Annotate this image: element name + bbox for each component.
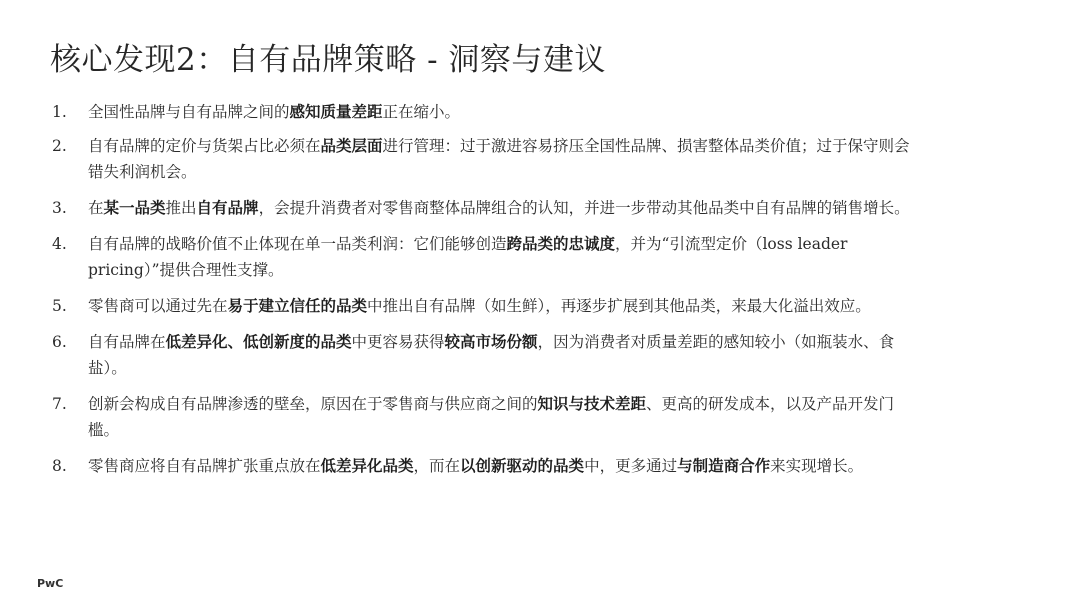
- finding-number: 5.: [52, 297, 67, 315]
- finding-text-segment: 进行管理：过于激进容易挤压全国性品牌、损害整体品类价值；过于保守则会错失利润机会。: [88, 137, 910, 181]
- finding-text: [88, 453, 923, 479]
- finding-text: [88, 391, 923, 443]
- finding-text: [88, 231, 923, 283]
- finding-emphasis: 知识与技术差距: [537, 394, 647, 413]
- finding-number: 8.: [52, 457, 67, 475]
- finding-number: 1.: [52, 103, 67, 121]
- finding-text: [88, 133, 923, 185]
- finding-number: 4.: [52, 235, 67, 253]
- finding-emphasis: 低差异化、低创新度的品类: [165, 332, 352, 351]
- finding-text-segment: 自有品牌的战略价值不止体现在单一品类利润：它们能够创造: [88, 235, 507, 253]
- finding-text-segment: 中更容易获得: [351, 333, 445, 351]
- finding-number: 7.: [52, 395, 67, 413]
- finding-text-segment: 、更高的研发成本，以及产品开发门槛。: [88, 395, 895, 439]
- finding-emphasis: 易于建立信任的品类: [227, 296, 368, 315]
- finding-emphasis: 自有品牌: [196, 198, 259, 217]
- finding-text-segment: 零售商应将自有品牌扩张重点放在: [88, 457, 321, 475]
- finding-item: [52, 293, 932, 319]
- finding-text-segment: ，因为消费者对质量差距的感知较小（如瓶装水、食盐）。: [88, 333, 895, 377]
- finding-text-segment: 中推出自有品牌（如生鲜），再逐步扩展到其他品类，来最大化溢出效应。: [367, 297, 871, 315]
- finding-item: [52, 195, 932, 221]
- finding-emphasis: 与制造商合作: [677, 456, 771, 475]
- finding-text-segment: 中，更多通过: [584, 457, 678, 475]
- finding-number: 2.: [52, 137, 67, 155]
- finding-text-segment: 在: [88, 199, 104, 217]
- finding-text: [88, 329, 923, 381]
- finding-text-segment: 零售商可以通过先在: [88, 297, 228, 315]
- finding-text-segment: 自有品牌在: [88, 333, 166, 351]
- finding-text-segment: ，而在: [413, 457, 461, 475]
- finding-text-segment: 全国性品牌与自有品牌之间的: [88, 103, 290, 121]
- finding-emphasis: 品类层面: [320, 136, 383, 155]
- findings-list: [52, 99, 932, 489]
- finding-item: [52, 133, 932, 185]
- finding-item: [52, 453, 932, 479]
- finding-emphasis: 某一品类: [103, 198, 166, 217]
- finding-emphasis: 感知质量差距: [289, 102, 383, 121]
- footer-brand: PwC: [37, 577, 64, 590]
- finding-item: [52, 329, 932, 381]
- finding-item: [52, 99, 932, 125]
- finding-emphasis: 低差异化品类: [320, 456, 414, 475]
- finding-number: 6.: [52, 333, 67, 351]
- finding-emphasis: 较高市场份额: [444, 332, 538, 351]
- finding-item: [52, 231, 932, 283]
- finding-text-segment: 来实现增长。: [770, 457, 864, 475]
- finding-text-segment: 创新会构成自有品牌渗透的壁垒，原因在于零售商与供应商之间的: [88, 395, 538, 413]
- finding-text: [88, 99, 923, 125]
- finding-text-segment: ，并为“引流型定价（loss leader pricing）”提供合理性支撑。: [88, 235, 848, 279]
- finding-text: [88, 293, 923, 319]
- finding-text-segment: 正在缩小。: [382, 103, 461, 121]
- finding-text-segment: 自有品牌的定价与货架占比必须在: [88, 137, 321, 155]
- finding-emphasis: 以创新驱动的品类: [460, 456, 585, 475]
- page-title: 核心发现2：自有品牌策略 - 洞察与建议: [50, 42, 606, 78]
- finding-text-segment: ，会提升消费者对零售商整体品牌组合的认知，并进一步带动其他品类中自有品牌的销售增长。: [258, 199, 910, 217]
- finding-text: [88, 195, 923, 221]
- finding-text-segment: 推出: [165, 199, 197, 217]
- finding-number: 3.: [52, 199, 67, 217]
- finding-item: [52, 391, 932, 443]
- finding-emphasis: 跨品类的忠诚度: [506, 234, 616, 253]
